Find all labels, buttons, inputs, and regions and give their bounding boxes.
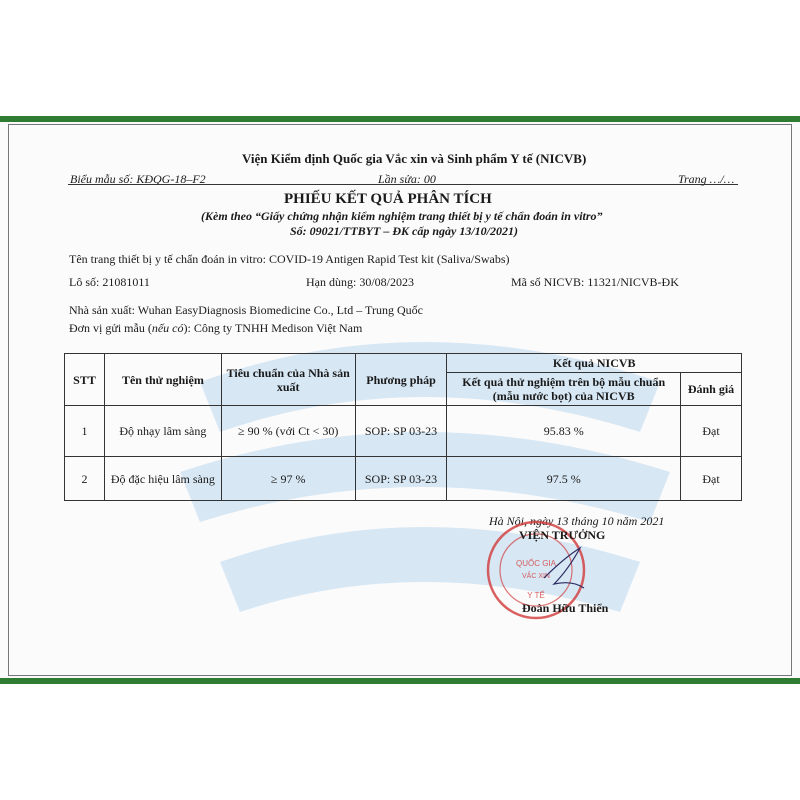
sender-prefix: Đơn vị gửi mẫu ( xyxy=(69,321,152,335)
date-line: Hà Nội, ngày 13 tháng 10 năm 2021 xyxy=(489,514,665,528)
form-code: Biểu mẫu số: KĐQG-18–F2 xyxy=(70,172,206,186)
sender-suffix: ): Công ty TNHH Medison Việt Nam xyxy=(183,321,363,335)
row-result: 95.83 % xyxy=(447,406,681,457)
svg-text:Y TẾ: Y TẾ xyxy=(527,591,545,600)
row-result: 97.5 % xyxy=(447,457,681,501)
header-evaluation: Đánh giá xyxy=(681,373,742,406)
header-divider xyxy=(68,184,738,185)
institute-name: Viện Kiểm định Quốc gia Vắc xin và Sinh phẩm Y tế (NICVB) xyxy=(242,151,587,166)
header-nicvb-results: Kết quả NICVB xyxy=(447,354,742,373)
page-title: PHIẾU KẾT QUẢ PHÂN TÍCH xyxy=(284,191,492,207)
header-standard: Tiêu chuẩn của Nhà sản xuất xyxy=(221,354,355,406)
revision: Lần sửa: 00 xyxy=(378,172,436,186)
row-evaluation: Đạt xyxy=(681,406,742,457)
subtitle-line-1: (Kèm theo “Giấy chứng nhận kiểm nghiệm trang thiết bị y tế chẩn đoán in vitro” xyxy=(201,209,603,223)
manufacturer: Nhà sản xuất: Wuhan EasyDiagnosis Biomedicine Co., Ltd – Trung Quốc xyxy=(69,303,423,317)
row-stt: 1 xyxy=(65,406,105,457)
page-label: Trang …/… xyxy=(678,172,735,186)
row-stt: 2 xyxy=(65,457,105,501)
header-stt: STT xyxy=(65,354,105,406)
row-test-name: Độ đặc hiệu lâm sàng xyxy=(104,457,221,501)
row-evaluation: Đạt xyxy=(681,457,742,501)
row-method: SOP: SP 03-23 xyxy=(355,457,447,501)
expiry-date: Hạn dùng: 30/08/2023 xyxy=(306,275,414,289)
signer-name: Đoàn Hữu Thiển xyxy=(522,601,609,615)
sender-optional: nếu có xyxy=(151,321,184,335)
header-test-result: Kết quả thử nghiệm trên bộ mẫu chuẩn (mẫu nước bọt) của NICVB xyxy=(447,373,681,406)
table-row xyxy=(65,457,742,501)
row-standard: ≥ 90 % (với Ct < 30) xyxy=(221,406,355,457)
row-standard: ≥ 97 % xyxy=(221,457,355,501)
header-method: Phương pháp xyxy=(355,354,447,406)
lot-number: Lô số: 21081011 xyxy=(69,275,150,289)
header-test-name: Tên thử nghiệm xyxy=(104,354,221,406)
subtitle-line-2: Số: 09021/TTBYT – ĐK cấp ngày 13/10/2021) xyxy=(290,224,518,238)
results-table xyxy=(64,353,742,501)
row-test-name: Độ nhạy lâm sàng xyxy=(104,406,221,457)
row-method: SOP: SP 03-23 xyxy=(355,406,447,457)
table-row xyxy=(65,406,742,457)
device-name: Tên trang thiết bị y tế chẩn đoán in vitro: COVID-19 Antigen Rapid Test kit (Saliva/Swabs) xyxy=(69,252,510,266)
director-title: VIỆN TRƯỞNG xyxy=(519,528,606,542)
nicvb-code: Mã số NICVB: 11321/NICVB-ĐK xyxy=(511,275,679,289)
svg-text:VẮC XIN: VẮC XIN xyxy=(521,573,551,580)
sender-unit xyxy=(69,321,362,336)
svg-text:QUỐC GIA: QUỐC GIA xyxy=(515,559,557,568)
